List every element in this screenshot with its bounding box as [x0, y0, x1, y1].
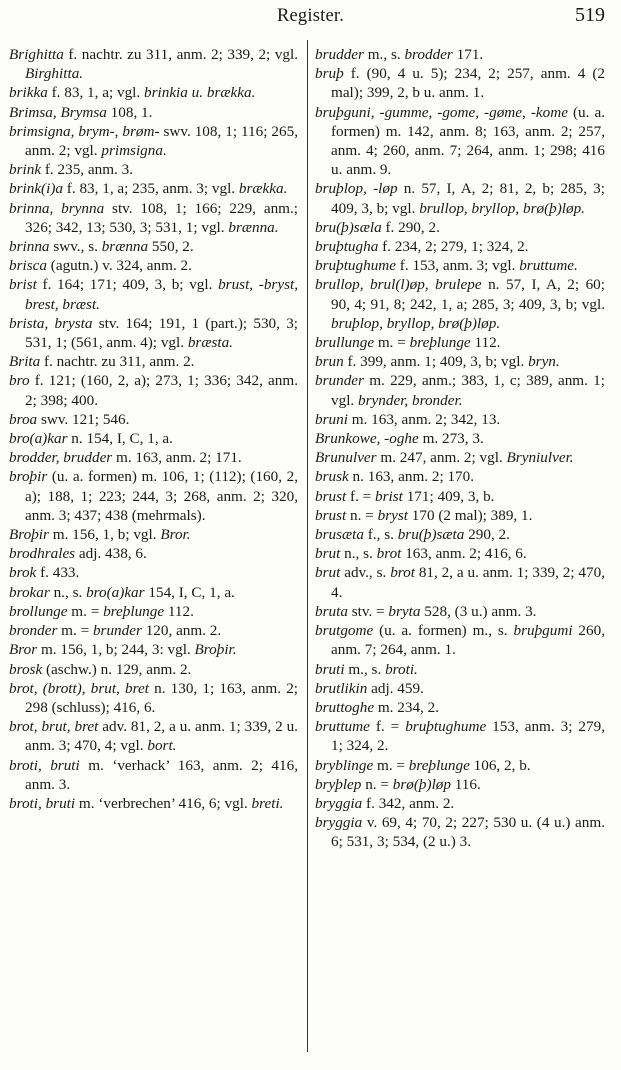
entry-headword: brunder [315, 372, 364, 390]
entry-headword: broti, bruti [9, 756, 80, 774]
entry-reference: breþlunge [409, 334, 471, 352]
entry-headword: Brita [9, 353, 41, 371]
entry-text-tail: 106, 2, b. [469, 756, 531, 774]
entry-headword: brink(i)a [9, 180, 63, 198]
entry-text: f. 235, anm. 3. [41, 161, 134, 179]
entry-headword: brutgome [315, 622, 374, 640]
entry-text-tail: 112. [470, 334, 501, 352]
entry-headword: Brighitta [9, 46, 64, 63]
entry-reference: Bror. [160, 526, 191, 544]
entry-headword: brutlikin [315, 679, 368, 697]
entry-text: m. = [374, 334, 410, 352]
entry-headword: bruþ [315, 65, 344, 83]
index-entry [315, 467, 605, 486]
entry-headword: bruttoghe [315, 698, 375, 716]
entry-headword: brink [9, 161, 42, 179]
index-entry [9, 83, 298, 102]
entry-reference: Bryniulver. [506, 449, 574, 467]
entry-text: n. 163, anm. 2; 170. [348, 468, 475, 486]
entry-text: (agutn.) v. 324, anm. 2. [46, 257, 192, 275]
entry-text: (u. a. formen) m., s. [373, 622, 514, 640]
entry-reference: brænna [101, 238, 149, 256]
entry-text-tail: 171; 409, 3, b. [402, 487, 495, 505]
index-entry [9, 160, 298, 179]
index-entry [9, 410, 298, 429]
entry-text: m. ‘verbrechen’ 416, 6; vgl. [75, 794, 252, 812]
entry-headword: brullunge [315, 334, 375, 352]
entry-headword: brista, brysta [9, 314, 93, 332]
entry-reference: bryst [377, 506, 408, 524]
entry-text: m. 273, 3. [418, 430, 484, 448]
entry-reference: broti. [385, 660, 418, 678]
entry-reference: brunder [92, 622, 142, 640]
index-entry [315, 813, 605, 851]
entry-headword: brust [315, 506, 347, 524]
entry-text-tail: 112. [164, 602, 194, 620]
entry-reference: brækka. [238, 180, 288, 198]
entry-headword: broþir [9, 468, 48, 486]
index-entry [9, 544, 298, 563]
index-entry [9, 602, 298, 621]
entry-headword: bronder [9, 622, 58, 640]
entry-text: n., s. [340, 545, 377, 563]
index-entry [315, 429, 605, 448]
entry-text: n. = [346, 506, 378, 524]
entry-text: adv., s. [340, 564, 391, 582]
entry-headword: bro(a)kar [9, 430, 68, 448]
index-entry [9, 199, 298, 237]
index-entry [315, 352, 605, 371]
index-entry [9, 371, 298, 409]
entry-headword: bru(þ)sæla [315, 218, 382, 236]
entry-headword: brok [9, 564, 37, 582]
column-divider [307, 40, 308, 1052]
entry-text: 108, 1. [106, 103, 153, 121]
entry-text: f., s. [363, 526, 398, 544]
entry-headword: brimsigna, brym-, brøm- [9, 122, 160, 140]
entry-text: m. = [57, 622, 93, 640]
entry-text: n. 130, 1; 163, anm. 2; 298 (schluss); 416, 6. [25, 679, 299, 716]
entry-headword: brot, brut, bret [9, 718, 99, 736]
entry-text: swv. 108, 1; 116; 265, anm. 2; vgl. [25, 122, 298, 160]
index-entry [9, 525, 298, 544]
entry-headword: brot, (brott), brut, bret [9, 679, 149, 697]
entry-reference: brinkia u. brækka. [144, 84, 256, 102]
entry-headword: Brunkowe, -oghe [315, 430, 419, 448]
index-entry [9, 679, 298, 717]
page-number: 519 [575, 4, 605, 26]
entry-reference: breþlunge [103, 602, 165, 620]
index-entry [9, 429, 298, 448]
entry-headword: bryþlep [315, 775, 362, 793]
entry-text: f. 83, 1, a; 235, anm. 3; vgl. [63, 180, 239, 198]
index-entry [315, 64, 605, 102]
index-entry [315, 45, 605, 64]
entry-text-tail: 290, 2. [464, 526, 510, 544]
index-entry [9, 563, 298, 582]
entry-headword: bruþtughume [315, 257, 396, 275]
index-entry [9, 660, 298, 679]
entry-text: f. = [346, 487, 376, 505]
entry-text-tail: 120, anm. 2. [141, 622, 222, 640]
entry-headword: bruttume [315, 718, 370, 736]
entry-reference: Broþir. [194, 641, 237, 659]
index-entry [315, 506, 605, 525]
entry-text-tail: 116. [450, 775, 481, 793]
index-entry [9, 794, 298, 813]
entry-text: m. = [67, 602, 104, 620]
entry-reference: breti. [251, 794, 284, 812]
entry-text: f. 290, 2. [381, 218, 440, 236]
index-entry [315, 275, 605, 333]
index-entry [9, 621, 298, 640]
index-entry [315, 563, 605, 601]
index-entry [315, 237, 605, 256]
entry-text: f. 121; (160, 2, a); 273, 1; 336; 342, anm. 2; 398; 400. [25, 372, 298, 409]
left-column [9, 45, 298, 813]
entry-text-tail: 170 (2 mal); 389, 1. [407, 506, 533, 524]
entry-text-tail: 153, anm. 3; 279, 1; 324, 2. [331, 718, 605, 755]
index-entry [9, 103, 298, 122]
entry-reference: brust, -bryst, brest, bræst. [25, 276, 299, 313]
entry-headword: bruþtugha [315, 238, 379, 256]
entry-text: (u. a. formen) m. 106, 1; (112); (160, 2, a); 188, 1; 223; 244, 3; 268, anm. 2; 320, anm. 3; 437; 438 (mehrmals). [25, 468, 298, 524]
index-entry [9, 314, 298, 352]
entry-reference: bruþlop, bryllop, brø(þ)løp. [331, 314, 501, 332]
entry-text: n. 57, I, A, 2; 60; 90, 4; 91, 8; 242, 1, a; 285, 3; 409, 3, b; vgl. [331, 276, 605, 313]
entry-headword: bruþguni, -gumme, -gome, -gøme, -kome [315, 103, 568, 121]
page-header [0, 0, 621, 40]
index-entry [9, 256, 298, 275]
entry-headword: brullop, brul(l)øp, brulepe [315, 276, 482, 294]
index-entry [9, 640, 298, 659]
entry-reference: brot [390, 564, 415, 582]
entry-reference: brænna. [228, 218, 279, 236]
entry-headword: brusæta [315, 526, 364, 544]
entry-text-tail: 260, anm. 7; 264, anm. 1. [331, 622, 606, 659]
entry-reference: brullop, bryllop, brø(þ)løp. [419, 199, 585, 217]
index-entry [9, 352, 298, 371]
entry-headword: broa [9, 410, 38, 428]
entry-text: swv., s. [49, 238, 102, 256]
entry-text: m. 156, 1, b; 244, 3: vgl. [37, 641, 195, 659]
entry-headword: bruni [315, 410, 348, 428]
entry-text: (u. a. formen) m. 142, anm. 8; 163, anm. 2; 257, anm. 4; 260, anm. 7; 264, anm. 1; 298; 416 u. anm. 9. [331, 103, 605, 179]
index-entry [9, 237, 298, 256]
entry-headword: brisca [9, 257, 47, 275]
index-entry [315, 448, 605, 467]
entry-text: f. 399, anm. 1; 409, 3, b; vgl. [343, 353, 529, 371]
index-entry [9, 448, 298, 467]
entry-reference: Birghitta. [25, 65, 84, 83]
entry-reference: breþlunge [408, 756, 470, 774]
entry-reference: bryta [388, 602, 421, 620]
entry-headword: brut [315, 564, 341, 582]
entry-text: m. 229, anm.; 383, 1, c; 389, anm. 1; vgl. [331, 372, 605, 409]
entry-text: f. 342, anm. 2. [362, 794, 455, 812]
entry-headword: bryggia [315, 794, 363, 812]
running-title: Register. [276, 6, 345, 26]
index-entry [315, 794, 605, 813]
entry-headword: brinna [9, 238, 50, 256]
entry-reference: primsigna. [101, 142, 167, 160]
index-entry [315, 544, 605, 563]
entry-text: m. 247, anm. 2; vgl. [376, 449, 507, 467]
entry-text-tail: 528, (3 u.) anm. 3. [420, 602, 537, 620]
entry-reference: bruttume. [519, 257, 578, 275]
index-entry [315, 525, 605, 544]
entry-headword: Broþir [9, 526, 49, 544]
entry-text: n. = [361, 775, 393, 793]
entry-text-tail: 550, 2. [148, 238, 194, 256]
index-entry [9, 122, 298, 160]
entry-reference: brø(þ)løp [392, 775, 451, 793]
entry-text: stv. = [347, 602, 389, 620]
index-entry [9, 756, 298, 794]
entry-text-tail: 171. [452, 46, 484, 63]
entry-headword: Brimsa, Brymsa [9, 103, 107, 121]
index-entry [315, 218, 605, 237]
entry-text: n. 154, I, C, 1, a. [67, 430, 173, 448]
index-entry [315, 179, 605, 217]
entry-text: f. 153, anm. 3; vgl. [396, 257, 520, 275]
entry-headword: bruþlop, -løp [315, 180, 398, 198]
index-entry [315, 756, 605, 775]
entry-headword: bryggia [315, 814, 363, 832]
entry-text: n., s. [49, 583, 87, 601]
entry-text: adj. 459. [367, 679, 424, 697]
entry-headword: brinna, brynna [9, 199, 105, 217]
index-entry [315, 256, 605, 275]
index-entry [315, 775, 605, 794]
index-entry [9, 275, 298, 313]
index-entry [315, 602, 605, 621]
entry-headword: bruta [315, 602, 348, 620]
entry-text-tail: 154, I, C, 1, a. [144, 583, 235, 601]
index-entry [315, 103, 605, 180]
entry-text: m. ‘verhack’ 163, anm. 2; 416, anm. 3. [25, 756, 299, 793]
index-entry [315, 487, 605, 506]
entry-text: stv. 108, 1; 166; 229, anm.; 326; 342, 13; 530, 3; 531, 1; vgl. [25, 199, 298, 236]
entry-text: m. 234, 2. [374, 698, 440, 716]
entry-reference: brot [376, 545, 402, 563]
entry-text: adv. 81, 2, a u. anm. 1; 339, 2 u. anm. 3; 470, 4; vgl. [25, 718, 298, 755]
index-entry [315, 410, 605, 429]
entry-headword: bro [9, 372, 30, 390]
entry-reference: bro(a)kar [86, 583, 145, 601]
entry-reference: bruþtughume [405, 718, 487, 736]
entry-text: f. 164; 171; 409, 3, b; vgl. [36, 276, 219, 294]
right-column [315, 45, 605, 852]
index-entry [315, 333, 605, 352]
entry-text: f. nachtr. zu 311, anm. 2; 339, 2; vgl. [63, 46, 298, 63]
entry-text: f. (90, 4 u. 5); 234, 2; 257, anm. 4 (2 mal); 399, 2, b u. anm. 1. [331, 65, 605, 102]
entry-reference: bruþgumi [513, 622, 573, 640]
entry-text: f. 234, 2; 279, 1; 324, 2. [378, 238, 529, 256]
entry-reference: brist [375, 487, 403, 505]
entry-headword: broti, bruti [9, 794, 76, 812]
entry-headword: brust [315, 487, 347, 505]
index-entry [9, 179, 298, 198]
entry-reference: bru(þ)sæta [397, 526, 465, 544]
entry-reference: bræsta. [187, 334, 233, 352]
entry-headword: brun [315, 353, 344, 371]
entry-headword: brist [9, 276, 37, 294]
entry-text: stv. 164; 191, 1 (part.); 530, 3; 531, 1; (561, anm. 4); vgl. [25, 314, 299, 352]
entry-headword: brokar [9, 583, 50, 601]
entry-headword: brosk [9, 660, 43, 678]
index-entry [315, 660, 605, 679]
entry-text: (aschw.) n. 129, anm. 2. [42, 660, 192, 678]
entry-text: adj. 438, 6. [75, 545, 147, 563]
entry-text: f. = [369, 718, 406, 736]
index-entry [9, 583, 298, 602]
index-entry [9, 717, 298, 755]
entry-headword: brut [315, 545, 341, 563]
entry-headword: brodhrales [9, 545, 76, 563]
index-entry [315, 621, 605, 659]
entry-text: m. 156, 1, b; vgl. [48, 526, 161, 544]
index-entry [9, 467, 298, 525]
index-entry [315, 698, 605, 717]
entry-headword: Brunulver [315, 449, 377, 467]
entry-headword: bryblinge [315, 756, 374, 774]
entry-reference: bort. [147, 737, 177, 755]
entry-reference: brynder, bronder. [358, 391, 463, 409]
entry-headword: brudder [315, 46, 364, 63]
entry-text: m. = [373, 756, 409, 774]
entry-text-tail: 163, anm. 2; 416, 6. [401, 545, 527, 563]
index-entry [315, 717, 605, 755]
entry-text: f. 433. [36, 564, 80, 582]
entry-text: m., s. [344, 660, 386, 678]
index-entry [315, 371, 605, 409]
entry-text: v. 69, 4; 70, 2; 227; 530 u. (4 u.) anm. 6; 531, 3; 534, (2 u.) 3. [331, 814, 605, 851]
entry-text: m. 163, anm. 2; 171. [112, 449, 242, 467]
entry-headword: brollunge [9, 602, 68, 620]
entry-headword: bruti [315, 660, 345, 678]
entry-text: f. 83, 1, a; vgl. [47, 84, 144, 102]
entry-text: m., s. [363, 46, 405, 63]
entry-headword: brodder, brudder [9, 449, 113, 467]
index-entry [315, 679, 605, 698]
entry-headword: brusk [315, 468, 349, 486]
entry-text: m. 163, anm. 2; 342, 13. [347, 410, 501, 428]
index-entry [9, 45, 298, 83]
entry-headword: brikka [9, 84, 48, 102]
entry-text: n. 57, I, A, 2; 81, 2, b; 285, 3; 409, 3, b; vgl. [331, 180, 605, 217]
entry-text-tail: 81, 2, a u. anm. 1; 339, 2; 470, 4. [331, 564, 606, 601]
entry-headword: Bror [9, 641, 38, 659]
entry-text: f. nachtr. zu 311, anm. 2. [40, 353, 195, 371]
entry-text: swv. 121; 546. [37, 410, 130, 428]
entry-reference: brodder [404, 46, 453, 63]
entry-reference: bryn. [528, 353, 560, 371]
